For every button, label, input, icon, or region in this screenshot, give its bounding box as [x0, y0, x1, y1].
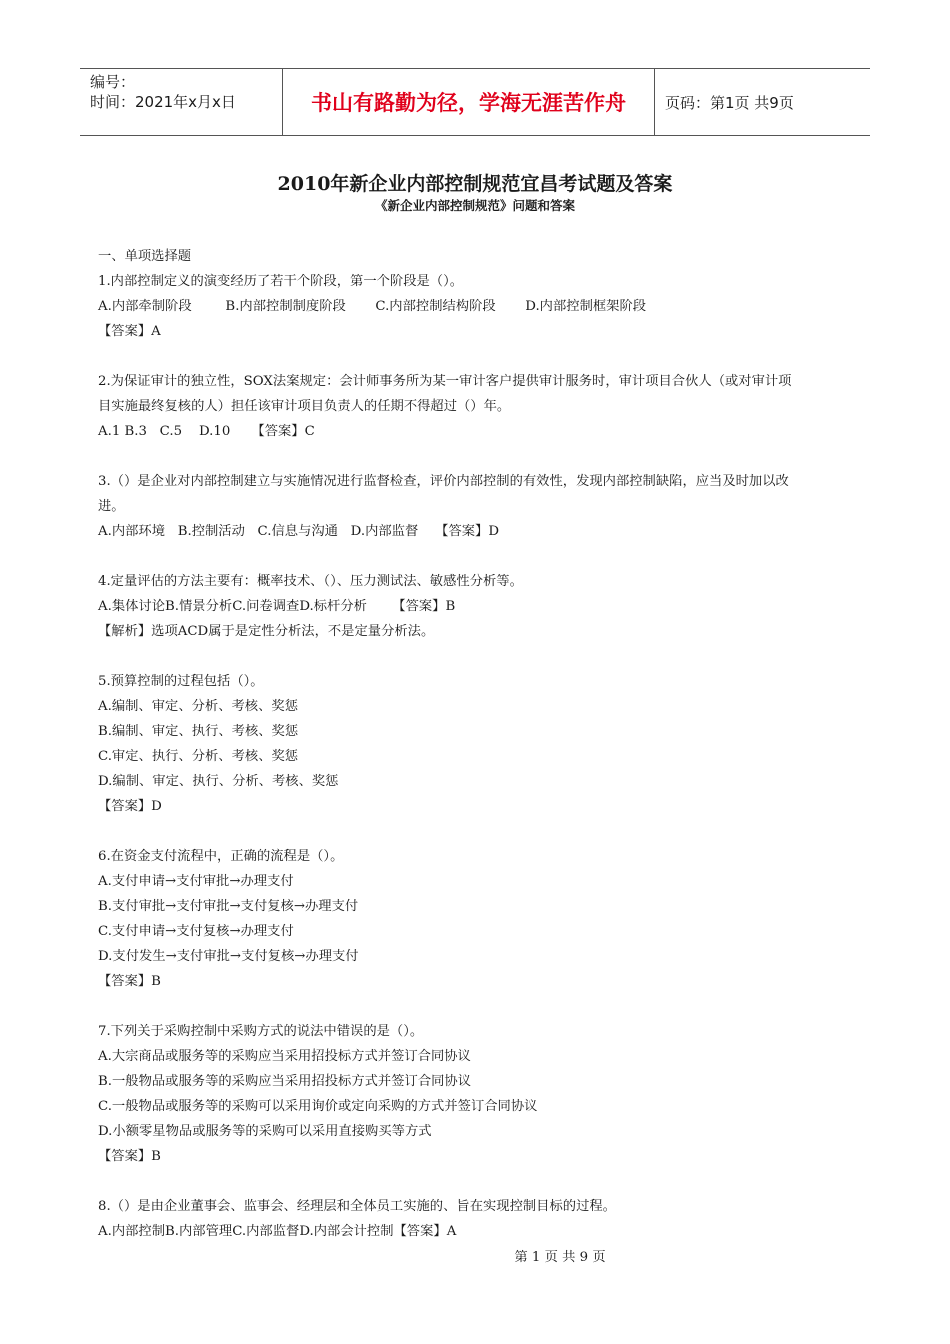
question-line: A.集体讨论B.情景分析C.问卷调查D.标杆分析 【答案】B [98, 599, 456, 614]
question-item [98, 844, 858, 994]
header-table [80, 68, 870, 136]
question-item [98, 269, 858, 344]
document-subtitle: 《新企业内部控制规范》问题和答案 [374, 198, 575, 213]
question-item [98, 369, 858, 444]
question-item [98, 1019, 858, 1169]
question-line: B.一般物品或服务等的采购应当采用招投标方式并签订合同协议 [98, 1074, 472, 1089]
question-line: D.小额零星物品或服务等的采购可以采用直接购买等方式 [98, 1124, 432, 1139]
question-line: 【答案】A [98, 324, 161, 339]
question-item [98, 669, 858, 819]
question-list [98, 269, 858, 1244]
header-meta-cell [80, 69, 282, 135]
page-info: 页码：第1页 共9页 [665, 93, 794, 112]
date-label: 时间：2021年x月x日 [90, 93, 236, 111]
question-line: C.支付申请→支付复核→办理支付 [98, 924, 294, 939]
question-line: D.支付发生→支付审批→支付复核→办理支付 [98, 949, 359, 964]
question-line: A.支付申请→支付审批→办理支付 [98, 874, 294, 889]
page-footer: 第 1 页 共 9 页 [514, 1250, 606, 1265]
document-title: 2010年新企业内部控制规范宜昌考试题及答案 [277, 173, 673, 195]
section-heading: 一、单项选择题 [98, 249, 192, 264]
document-body [98, 244, 858, 1244]
question-item [98, 469, 858, 544]
question-line: A.编制、审定、分析、考核、奖惩 [98, 699, 298, 714]
question-line: A.内部牵制阶段 B.内部控制制度阶段 C.内部控制结构阶段 D.内部控制框架阶段 [98, 299, 647, 314]
question-item [98, 1194, 858, 1244]
question-line: 8.（）是由企业董事会、监事会、经理层和全体员工实施的、旨在实现控制目标的过程。 [98, 1199, 616, 1214]
question-line: A.内部控制B.内部管理C.内部监督D.内部会计控制【答案】A [98, 1224, 457, 1239]
question-line: 4.定量评估的方法主要有：概率技术、（）、压力测试法、敏感性分析等。 [98, 574, 523, 589]
question-line: 进。 [98, 499, 125, 514]
motto: 书山有路勤为径，学海无涯苦作舟 [282, 69, 655, 135]
question-line: D.编制、审定、执行、分析、考核、奖惩 [98, 774, 339, 789]
question-line: C.审定、执行、分析、考核、奖惩 [98, 749, 299, 764]
question-line: 【答案】B [98, 1149, 161, 1164]
question-line: 【答案】D [98, 799, 162, 814]
question-line: 1.内部控制定义的演变经历了若干个阶段，第一个阶段是（）。 [98, 274, 464, 289]
question-line: B.支付审批→支付审批→支付复核→办理支付 [98, 899, 359, 914]
question-line: A.内部环境 B.控制活动 C.信息与沟通 D.内部监督 【答案】D [98, 524, 500, 539]
question-line: 2.为保证审计的独立性，SOX法案规定：会计师事务所为某一审计客户提供审计服务时，审计项目合伙人（或对审计项 [98, 374, 792, 389]
question-line: 3.（）是企业对内部控制建立与实施情况进行监督检查，评价内部控制的有效性，发现内部控制缺陷，应当及时加以改 [98, 474, 789, 489]
question-line: 5.预算控制的过程包括（）。 [98, 674, 264, 689]
question-line: A.大宗商品或服务等的采购应当采用招投标方式并签订合同协议 [98, 1049, 471, 1064]
question-line: 7.下列关于采购控制中采购方式的说法中错误的是（）。 [98, 1024, 424, 1039]
question-line: A.1 B.3 C.5 D.10 【答案】C [98, 424, 315, 439]
number-label: 编号： [90, 73, 136, 91]
question-line: 【解析】选项ACD属于是定性分析法，不是定量分析法。 [98, 624, 435, 639]
question-line: C.一般物品或服务等的采购可以采用询价或定向采购的方式并签订合同协议 [98, 1099, 538, 1114]
question-line: 【答案】B [98, 974, 161, 989]
question-line: 6.在资金支付流程中，正确的流程是（）。 [98, 849, 344, 864]
question-item [98, 569, 858, 644]
question-line: B.编制、审定、执行、考核、奖惩 [98, 724, 299, 739]
question-line: 目实施最终复核的人）担任该审计项目负责人的任期不得超过（）年。 [98, 399, 511, 414]
